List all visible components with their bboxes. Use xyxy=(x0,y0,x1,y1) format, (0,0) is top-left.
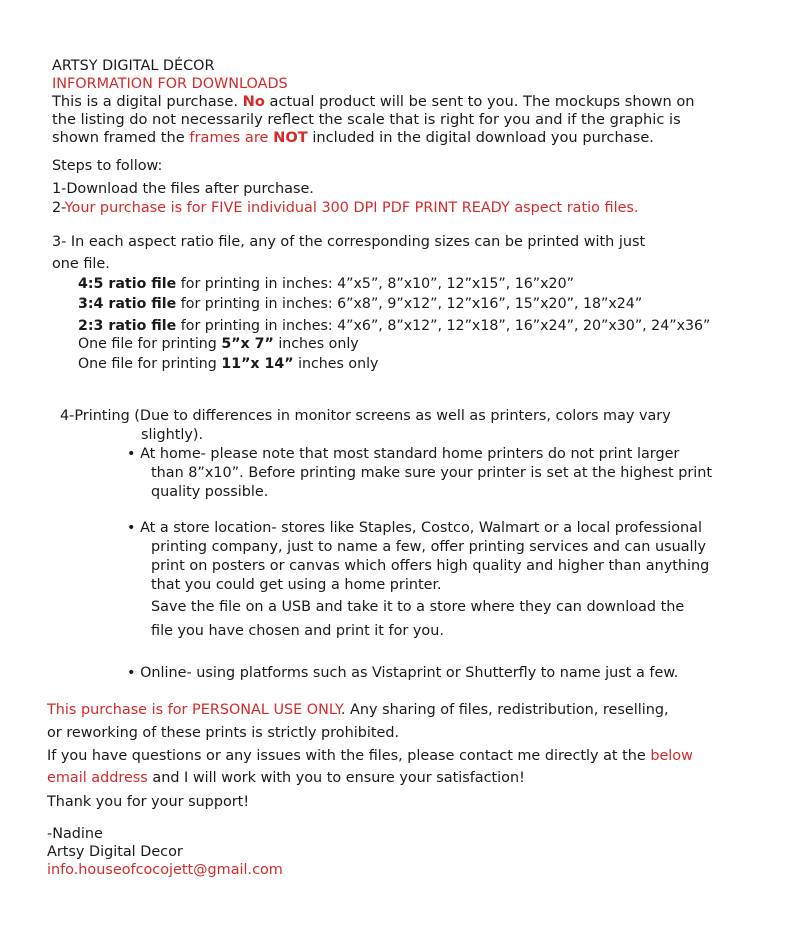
printing-store-2: printing company, just to name a few, offer printing services and can usually xyxy=(151,539,707,555)
personal-use-notice: This purchase is for PERSONAL USE ONLY xyxy=(47,702,341,718)
step-1: 1-Download the files after purchase. xyxy=(52,181,314,197)
ratio-3-4: 3:4 ratio file for printing in inches: 6”x8”, 9”x12”, 12”x16”, 15”x20”, 18”x24” xyxy=(78,296,643,312)
steps-heading: Steps to follow: xyxy=(52,158,163,174)
step-3-line-1: 3- In each aspect ratio file, any of the corresponding sizes can be printed with just xyxy=(52,234,646,250)
printing-store-3: print on posters or canvas which offers high quality and higher than anything xyxy=(151,558,710,574)
printing-online: • Online- using platforms such as Vistaprint or Shutterfly to name just a few. xyxy=(127,665,679,681)
signature-company: Artsy Digital Decor xyxy=(47,844,183,860)
printing-home-2: than 8”x10”. Before printing make sure your printer is set at the highest print xyxy=(151,465,713,481)
usage-line-3: If you have questions or any issues with the files, please contact me directly at the below xyxy=(47,748,693,764)
contact-email-link[interactable]: info.houseofcocojett@gmail.com xyxy=(47,862,283,878)
printing-store-4: that you could get using a home printer. xyxy=(151,577,442,593)
printing-home-3: quality possible. xyxy=(151,484,269,500)
printing-store-1: • At a store location- stores like Staples, Costco, Walmart or a local professional xyxy=(127,520,702,536)
printing-store-6: file you have chosen and print it for you. xyxy=(151,623,444,639)
printing-home-1: • At home- please note that most standard home printers do not print larger xyxy=(127,446,680,462)
brand-title: ARTSY DIGITAL DÉCOR xyxy=(52,58,215,74)
step-3-line-2: one file. xyxy=(52,256,110,272)
page-subtitle: INFORMATION FOR DOWNLOADS xyxy=(52,76,288,92)
no-emphasis: No xyxy=(242,93,265,110)
single-file-5x7: One file for printing 5”x 7” inches only xyxy=(78,336,359,352)
usage-line-1: This purchase is for PERSONAL USE ONLY. Any sharing of files, redistribution, reselling, xyxy=(47,702,669,718)
intro-line-3: shown framed the frames are NOT included in the digital download you purchase. xyxy=(52,129,654,146)
intro-line-2: the listing do not necessarily reflect the scale that is right for you and if the graphic is xyxy=(52,111,681,128)
thank-you-line: Thank you for your support! xyxy=(47,794,250,810)
single-file-11x14: One file for printing 11”x 14” inches only xyxy=(78,356,379,372)
ratio-4-5: 4:5 ratio file for printing in inches: 4”x5”, 8”x10”, 12”x15”, 16”x20” xyxy=(78,276,574,292)
step-2: 2-Your purchase is for FIVE individual 300 DPI PDF PRINT READY aspect ratio files. xyxy=(52,200,639,216)
usage-line-2: or reworking of these prints is strictly prohibited. xyxy=(47,725,400,741)
usage-line-4: email address and I will work with you to ensure your satisfaction! xyxy=(47,770,525,786)
printing-store-5: Save the file on a USB and take it to a store where they can download the xyxy=(151,599,685,615)
printing-line-1: 4-Printing (Due to differences in monitor screens as well as printers, colors may vary xyxy=(60,408,671,424)
not-emphasis: NOT xyxy=(273,129,308,146)
ratio-2-3: 2:3 ratio file for printing in inches: 4”x6”, 8”x12”, 12”x18”, 16”x24”, 20”x30”, 24”x36” xyxy=(78,318,711,334)
printing-line-2: slightly). xyxy=(141,427,204,443)
intro-line-1: This is a digital purchase. No actual product will be sent to you. The mockups shown on xyxy=(52,93,695,110)
signature-name: -Nadine xyxy=(47,826,103,842)
